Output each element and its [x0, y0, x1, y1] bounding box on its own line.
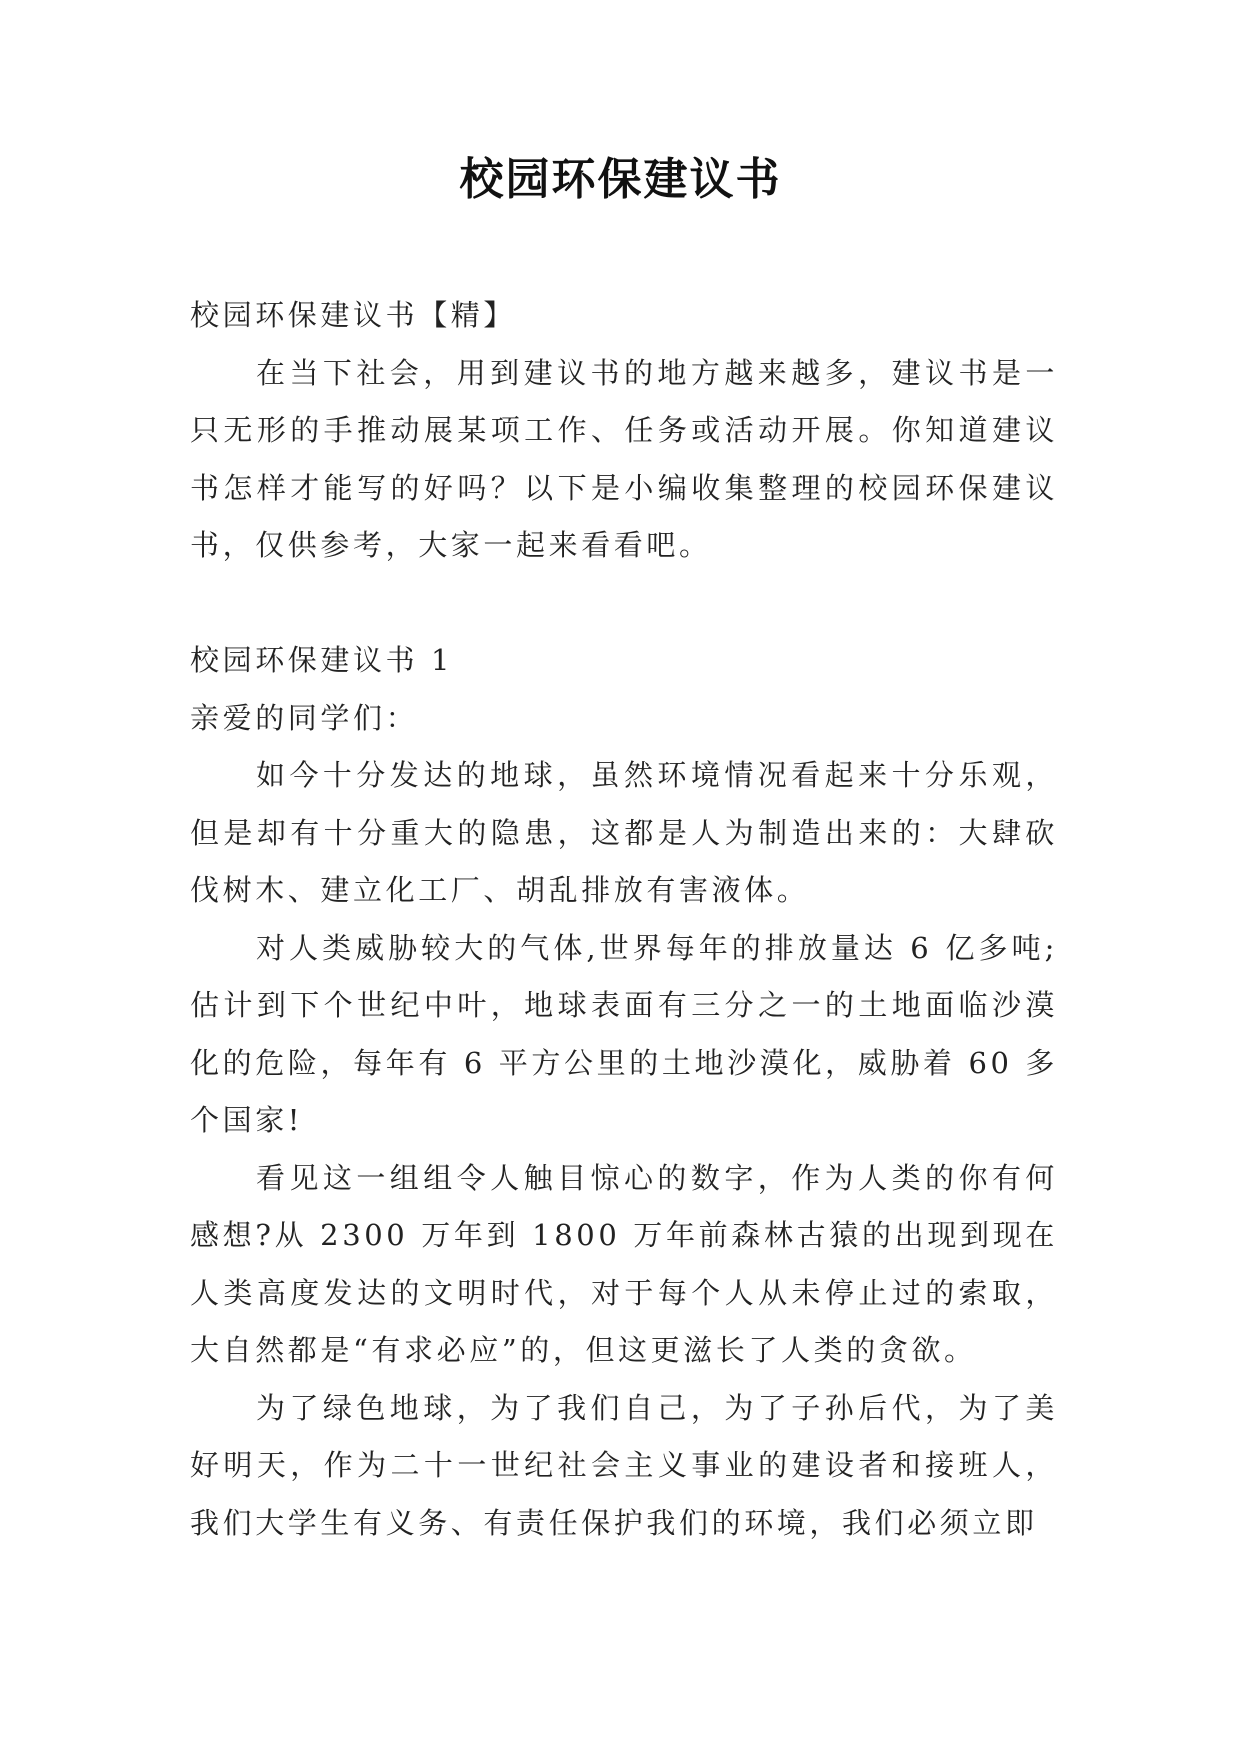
body-paragraph-1: 如今十分发达的地球，虽然环境情况看起来十分乐观，但是却有十分重大的隐患，这都是人为制造出来的：大肆砍伐树木、建立化工厂、胡乱排放有害液体。 [190, 758, 1058, 907]
body-paragraph-3: 看见这一组组令人触目惊心的数字，作为人类的你有何感想?从 2300 万年到 1800 万年前森林古猿的出现到现在人类高度发达的文明时代，对于每个人从未停止过的索取，大自然都是“有求必应”的，但这更滋长了人类的贪欲。 [190, 1160, 1058, 1367]
document-subtitle: 校园环保建议书【精】 [190, 298, 517, 332]
body-paragraph-2: 对人类威胁较大的气体,世界每年的排放量达 6 亿多吨;估计到下个世纪中叶，地球表面有三分之一的土地面临沙漠化的危险，每年有 6 平方公里的土地沙漠化，威胁着 60 多个国家! [190, 930, 1058, 1137]
salutation: 亲爱的同学们： [190, 700, 419, 735]
paragraph-gap [190, 575, 1058, 633]
intro-paragraph: 在当下社会，用到建议书的地方越来越多，建议书是一只无形的手推动展某项工作、任务或活动开展。你知道建议书怎样才能写的好吗？以下是小编收集整理的校园环保建议书，仅供参考，大家一起来看看吧。 [190, 355, 1058, 562]
document-body [190, 287, 1058, 1552]
section-heading: 校园环保建议书 1 [190, 643, 454, 677]
document-title: 校园环保建议书 [459, 154, 782, 205]
body-paragraph-4: 为了绿色地球，为了我们自己，为了子孙后代，为了美好明天，作为二十一世纪社会主义事业的建设者和接班人，我们大学生有义务、有责任保护我们的环境，我们必须立即 [190, 1390, 1058, 1540]
